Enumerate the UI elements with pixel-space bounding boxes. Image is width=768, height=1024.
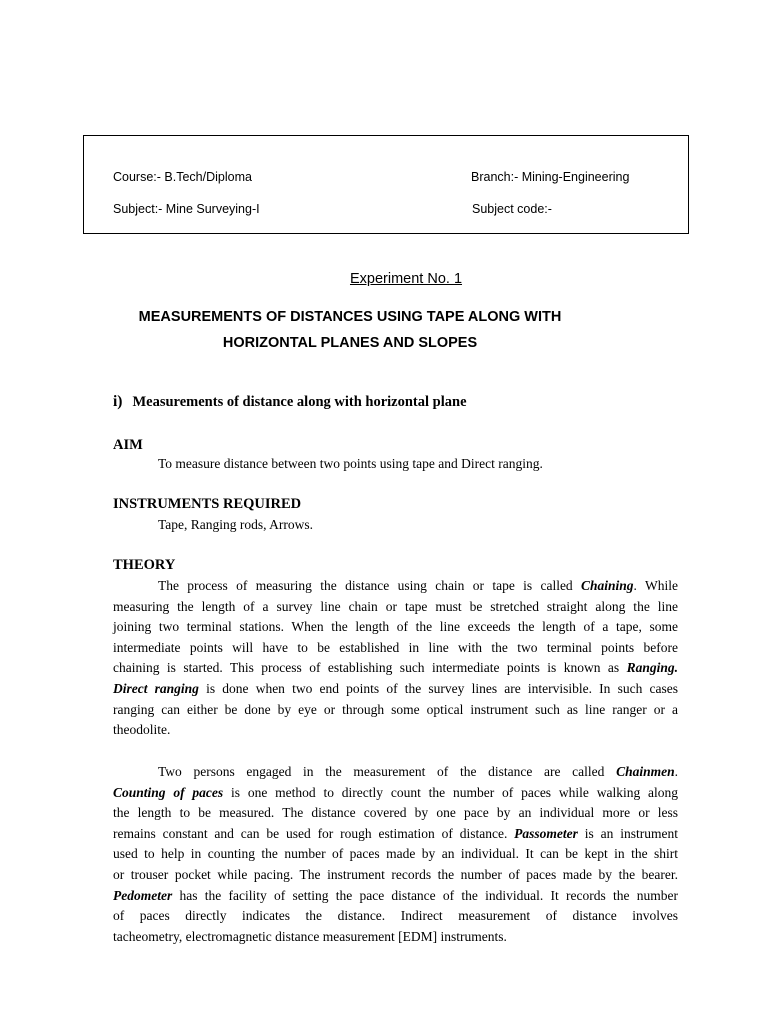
paragraph-line: [113, 617, 678, 638]
paragraph-text: or trouser pocket while pacing. The instrument records the number of paces made by the bearer.: [113, 866, 678, 882]
paragraph-line: [113, 762, 678, 783]
paragraph-line: [113, 658, 678, 679]
experiment-title: Experiment No. 1: [349, 271, 463, 287]
aim-text: To measure distance between two points using tape and Direct ranging.: [158, 456, 543, 471]
instruments-heading: INSTRUMENTS REQUIRED: [113, 496, 302, 512]
paragraph-line: [113, 927, 678, 948]
aim-heading: AIM: [113, 437, 143, 453]
paragraph-text: has the facility of setting the pace distance of the individual. It records the number: [172, 887, 678, 903]
term-emphasis: Chainmen: [616, 764, 675, 779]
paragraph-line: [113, 803, 678, 824]
paragraph-line: [113, 576, 678, 597]
paragraph-line: [113, 906, 678, 927]
theory-heading: THEORY: [113, 557, 176, 573]
paragraph-text: of paces directly indicates the distance. Indirect measurement of distance involves: [113, 908, 678, 924]
paragraph-text: theodolite.: [113, 722, 171, 738]
paragraph-line: [113, 783, 678, 804]
subject-code-label: Subject code:-: [472, 202, 552, 216]
paragraph-text: the length to be measured. The distance covered by one pace by an individual more or less: [113, 805, 678, 821]
paragraph-text: is one method to directly count the number of paces while walking along: [223, 784, 679, 800]
paragraph-line: [113, 638, 678, 659]
paragraph-text: intermediate points will have to be established in line with the two terminal points before: [113, 639, 678, 655]
course-info-box: [83, 135, 689, 234]
main-title-line-1: MEASUREMENTS OF DISTANCES USING TAPE ALONG WITH: [138, 309, 562, 325]
paragraph-line: [113, 679, 678, 700]
paragraph-text: remains constant and can be used for rough estimation of distance.: [113, 825, 515, 841]
paragraph-text: chaining is started. This process of establishing such intermediate points is known as: [113, 660, 627, 676]
course-label: Course:- B.Tech/Diploma: [113, 170, 252, 184]
paragraph-text: The process of measuring the distance using chain or tape is called: [158, 578, 582, 593]
paragraph-line: [113, 597, 678, 618]
paragraph-text: . While: [633, 578, 678, 593]
paragraph-text: is done when two end points of the survey lines are intervisible. In such cases: [198, 680, 678, 696]
theory-paragraph-2: [113, 762, 678, 947]
paragraph-line: [113, 824, 678, 845]
term-emphasis: Direct ranging: [113, 680, 199, 696]
paragraph-text: tacheometry, electromagnetic distance measurement [EDM] instruments.: [113, 928, 507, 944]
paragraph-text: Two persons engaged in the measurement of the distance are called: [158, 764, 617, 779]
branch-label: Branch:- Mining-Engineering: [471, 170, 630, 184]
paragraph-line: [113, 865, 678, 886]
paragraph-line: [113, 720, 678, 741]
paragraph-line: [113, 700, 678, 721]
section-number: i): [113, 393, 123, 410]
paragraph-line: [113, 886, 678, 907]
instruments-text: Tape, Ranging rods, Arrows.: [158, 517, 314, 532]
main-title-line-2: HORIZONTAL PLANES AND SLOPES: [222, 335, 478, 351]
paragraph-text: .: [674, 764, 678, 779]
term-emphasis: Ranging.: [626, 660, 678, 676]
subject-label: Subject:- Mine Surveying-I: [113, 202, 260, 216]
term-emphasis: Counting of paces: [113, 784, 224, 800]
section-heading: [113, 393, 467, 411]
paragraph-text: is an instrument: [577, 825, 678, 841]
paragraph-text: joining two terminal stations. When the length of the line exceeds the length of a tape, some: [113, 619, 678, 635]
term-emphasis: Passometer: [514, 825, 578, 841]
paragraph-line: [113, 844, 678, 865]
paragraph-text: used to help in counting the number of paces made by an individual. It can be kept in the shirt: [113, 846, 678, 862]
paragraph-text: ranging can either be done by eye or through some optical instrument such as line ranger or a: [113, 701, 678, 717]
theory-paragraph-1: [113, 576, 678, 741]
term-emphasis: Pedometer: [113, 887, 173, 903]
section-title: Measurements of distance along with horizontal plane: [132, 394, 467, 410]
term-emphasis: Chaining: [581, 578, 634, 593]
paragraph-text: measuring the length of a survey line chain or tape must be stretched straight along the line: [113, 598, 678, 614]
